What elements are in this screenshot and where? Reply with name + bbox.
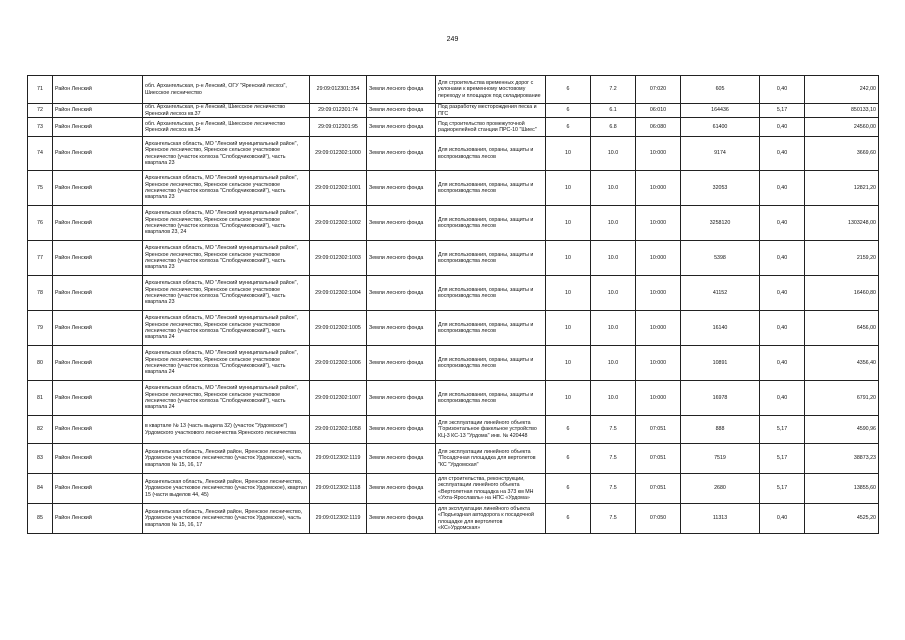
cadastral-number-cell: 29:09:012302:1001 bbox=[310, 171, 367, 206]
value-cell: 2159,20 bbox=[805, 241, 879, 276]
permitted-use-cell: Для использования, охраны, защиты и воспроизводства лесов bbox=[436, 346, 546, 381]
address-cell: Архангельская область, МО "Ленский муниципальный район", Яренское лесничество, Яренское сельское участковое лесничество (участок колхоза "Слободчиковский"), часть квартала 23 bbox=[143, 241, 310, 276]
subgroup-code-cell: 6.1 bbox=[591, 104, 636, 118]
rate-cell: 5,17 bbox=[760, 474, 805, 504]
type-code-cell: 07:050 bbox=[636, 504, 681, 534]
cadastral-number-cell: 29:09:012302:1002 bbox=[310, 206, 367, 241]
value-cell: 13855,60 bbox=[805, 474, 879, 504]
permitted-use-cell: для эксплуатации линейного объекта «Подъездная автодорога к посадочной площадке для вертолетов «КС»Урдомская» bbox=[436, 504, 546, 534]
land-plots-table bbox=[27, 75, 879, 534]
district-cell: Район Ленский bbox=[53, 206, 143, 241]
permitted-use-cell: Для использования, охраны, защиты и воспроизводства лесов bbox=[436, 171, 546, 206]
group-code-cell: 10 bbox=[546, 206, 591, 241]
row-number: 79 bbox=[28, 311, 53, 346]
table-row bbox=[28, 416, 879, 444]
address-cell: Архангельская область, МО "Ленский муниципальный район", Яренское лесничество, Яренское сельское участковое лесничество (участок колхоза "Слободчиковский"), часть квартала 23 bbox=[143, 276, 310, 311]
area-cell: 2680 bbox=[681, 474, 760, 504]
land-category-cell: Земли лесного фонда bbox=[367, 444, 436, 474]
address-cell: обл. Архангельская, р-н Ленский, Шиесское лесничество Яренский лесхоз кв.34 bbox=[143, 118, 310, 137]
row-number: 80 bbox=[28, 346, 53, 381]
land-category-cell: Земли лесного фонда bbox=[367, 311, 436, 346]
permitted-use-cell: Для использования, охраны, защиты и воспроизводства лесов bbox=[436, 276, 546, 311]
area-cell: 5398 bbox=[681, 241, 760, 276]
page-number: 249 bbox=[446, 36, 459, 43]
land-category-cell: Земли лесного фонда bbox=[367, 504, 436, 534]
area-cell: 164436 bbox=[681, 104, 760, 118]
table-row bbox=[28, 444, 879, 474]
cadastral-number-cell: 29:09:012302:1119 bbox=[310, 444, 367, 474]
land-category-cell: Земли лесного фонда bbox=[367, 171, 436, 206]
value-cell: 4525,20 bbox=[805, 504, 879, 534]
table-row bbox=[28, 104, 879, 118]
land-category-cell: Земли лесного фонда bbox=[367, 276, 436, 311]
cadastral-number-cell: 29:09:012302:1058 bbox=[310, 416, 367, 444]
land-category-cell: Земли лесного фонда bbox=[367, 346, 436, 381]
subgroup-code-cell: 10.0 bbox=[591, 276, 636, 311]
area-cell: 16978 bbox=[681, 381, 760, 416]
rate-cell: 5,17 bbox=[760, 444, 805, 474]
cadastral-number-cell: 29:09:012302:1005 bbox=[310, 311, 367, 346]
address-cell: Архангельская область, Ленский район, Яренское лесничество, Урдомское участковое лесничество (участок Урдомское), квартал 15 (части выделов 44, 45) bbox=[143, 474, 310, 504]
address-cell: Архангельская область, МО "Ленский муниципальный район", Яренское лесничество, Яренское сельское участковое лесничество (участок колхоза "Слободчиковский"), часть квартала 23 bbox=[143, 137, 310, 171]
row-number: 85 bbox=[28, 504, 53, 534]
rate-cell: 0,40 bbox=[760, 241, 805, 276]
address-cell: обл. Архангельская, р-н Ленский, Шиесское лесничество Яренский лесхоз кв.37 bbox=[143, 104, 310, 118]
row-number: 76 bbox=[28, 206, 53, 241]
type-code-cell: 10:000 bbox=[636, 206, 681, 241]
row-number: 71 bbox=[28, 76, 53, 104]
table-body bbox=[28, 76, 879, 534]
permitted-use-cell: Под разработку месторождения песка и ПГС bbox=[436, 104, 546, 118]
row-number: 83 bbox=[28, 444, 53, 474]
group-code-cell: 10 bbox=[546, 381, 591, 416]
value-cell: 1303248,00 bbox=[805, 206, 879, 241]
area-cell: 605 bbox=[681, 76, 760, 104]
group-code-cell: 10 bbox=[546, 137, 591, 171]
row-number: 73 bbox=[28, 118, 53, 137]
area-cell: 32053 bbox=[681, 171, 760, 206]
area-cell: 11313 bbox=[681, 504, 760, 534]
value-cell: 38873,23 bbox=[805, 444, 879, 474]
subgroup-code-cell: 10.0 bbox=[591, 137, 636, 171]
permitted-use-cell: Под строительство промежуточной радиорелейной станции ПРС-10 "Шиес" bbox=[436, 118, 546, 137]
district-cell: Район Ленский bbox=[53, 346, 143, 381]
rate-cell: 0,40 bbox=[760, 381, 805, 416]
permitted-use-cell: Для эксплуатации линейного объекта "Посадочная площадка для вертолетов "КС "Урдомская" bbox=[436, 444, 546, 474]
area-cell: 3258120 bbox=[681, 206, 760, 241]
permitted-use-cell: Для использования, охраны, защиты и воспроизводства лесов bbox=[436, 137, 546, 171]
value-cell: 242,00 bbox=[805, 76, 879, 104]
table-row bbox=[28, 241, 879, 276]
type-code-cell: 06:080 bbox=[636, 118, 681, 137]
subgroup-code-cell: 10.0 bbox=[591, 346, 636, 381]
subgroup-code-cell: 7.5 bbox=[591, 474, 636, 504]
rate-cell: 5,17 bbox=[760, 104, 805, 118]
type-code-cell: 07:020 bbox=[636, 76, 681, 104]
table-row bbox=[28, 276, 879, 311]
address-cell: Архангельская область, МО "Ленский муниципальный район", Яренское лесничество, Яренское сельское участковое лесничество (участок колхоза "Слободчиковский"), часть квартала 24 bbox=[143, 311, 310, 346]
group-code-cell: 6 bbox=[546, 104, 591, 118]
rate-cell: 0,40 bbox=[760, 118, 805, 137]
table-row bbox=[28, 76, 879, 104]
value-cell: 16460,80 bbox=[805, 276, 879, 311]
table-row bbox=[28, 137, 879, 171]
district-cell: Район Ленский bbox=[53, 276, 143, 311]
subgroup-code-cell: 7.5 bbox=[591, 416, 636, 444]
land-category-cell: Земли лесного фонда bbox=[367, 206, 436, 241]
rate-cell: 0,40 bbox=[760, 137, 805, 171]
table-row bbox=[28, 311, 879, 346]
subgroup-code-cell: 7.5 bbox=[591, 504, 636, 534]
area-cell: 16140 bbox=[681, 311, 760, 346]
table-row bbox=[28, 504, 879, 534]
land-category-cell: Земли лесного фонда bbox=[367, 241, 436, 276]
cadastral-number-cell: 29:09:012302:1000 bbox=[310, 137, 367, 171]
area-cell: 10891 bbox=[681, 346, 760, 381]
table-row bbox=[28, 206, 879, 241]
group-code-cell: 10 bbox=[546, 346, 591, 381]
type-code-cell: 10:000 bbox=[636, 311, 681, 346]
cadastral-number-cell: 29:09:012301:74 bbox=[310, 104, 367, 118]
type-code-cell: 10:000 bbox=[636, 276, 681, 311]
group-code-cell: 10 bbox=[546, 241, 591, 276]
type-code-cell: 10:000 bbox=[636, 137, 681, 171]
area-cell: 888 bbox=[681, 416, 760, 444]
permitted-use-cell: Для использования, охраны, защиты и воспроизводства лесов bbox=[436, 206, 546, 241]
type-code-cell: 10:000 bbox=[636, 346, 681, 381]
rate-cell: 0,40 bbox=[760, 76, 805, 104]
value-cell: 24560,00 bbox=[805, 118, 879, 137]
row-number: 84 bbox=[28, 474, 53, 504]
land-category-cell: Земли лесного фонда bbox=[367, 137, 436, 171]
type-code-cell: 06:010 bbox=[636, 104, 681, 118]
address-cell: Архангельская область, МО "Ленский муниципальный район", Яренское лесничество, Яренское сельское участковое лесничество (участок колхоза "Слободчиковский"), часть кварталов 23, 24 bbox=[143, 206, 310, 241]
district-cell: Район Ленский bbox=[53, 381, 143, 416]
district-cell: Район Ленский bbox=[53, 171, 143, 206]
row-number: 72 bbox=[28, 104, 53, 118]
type-code-cell: 10:000 bbox=[636, 171, 681, 206]
land-category-cell: Земли лесного фонда bbox=[367, 76, 436, 104]
type-code-cell: 07:051 bbox=[636, 416, 681, 444]
value-cell: 6791,20 bbox=[805, 381, 879, 416]
area-cell: 41152 bbox=[681, 276, 760, 311]
table-row bbox=[28, 346, 879, 381]
group-code-cell: 6 bbox=[546, 76, 591, 104]
group-code-cell: 6 bbox=[546, 504, 591, 534]
district-cell: Район Ленский bbox=[53, 137, 143, 171]
cadastral-number-cell: 29:09:012302:1003 bbox=[310, 241, 367, 276]
land-category-cell: Земли лесного фонда bbox=[367, 118, 436, 137]
table-row bbox=[28, 118, 879, 137]
row-number: 77 bbox=[28, 241, 53, 276]
value-cell: 850133,10 bbox=[805, 104, 879, 118]
land-category-cell: Земли лесного фонда bbox=[367, 416, 436, 444]
cadastral-number-cell: 29:09:012301:354 bbox=[310, 76, 367, 104]
district-cell: Район Ленский bbox=[53, 416, 143, 444]
table-row bbox=[28, 381, 879, 416]
rate-cell: 0,40 bbox=[760, 346, 805, 381]
subgroup-code-cell: 10.0 bbox=[591, 241, 636, 276]
land-category-cell: Земли лесного фонда bbox=[367, 381, 436, 416]
group-code-cell: 6 bbox=[546, 444, 591, 474]
land-category-cell: Земли лесного фонда bbox=[367, 104, 436, 118]
permitted-use-cell: для строительства, реконструкции, эксплуатации линейного объекта «Вертолетная площадка на 373 км МН «Ухта-Ярославль» на НПС «Урдома» bbox=[436, 474, 546, 504]
rate-cell: 0,40 bbox=[760, 504, 805, 534]
cadastral-number-cell: 29:09:012302:1006 bbox=[310, 346, 367, 381]
address-cell: Архангельская область, МО "Ленский муниципальный район", Яренское лесничество, Яренское сельское участковое лесничество (участок колхоза "Слободчиковский"), часть квартала 23 bbox=[143, 171, 310, 206]
table-row bbox=[28, 171, 879, 206]
subgroup-code-cell: 10.0 bbox=[591, 311, 636, 346]
district-cell: Район Ленский bbox=[53, 76, 143, 104]
address-cell: Архангельская область, МО "Ленский муниципальный район", Яренское лесничество, Яренское сельское участковое лесничество (участок колхоза "Слободчиковский"), часть квартала 24 bbox=[143, 346, 310, 381]
type-code-cell: 07:051 bbox=[636, 474, 681, 504]
value-cell: 12821,20 bbox=[805, 171, 879, 206]
district-cell: Район Ленский bbox=[53, 311, 143, 346]
subgroup-code-cell: 10.0 bbox=[591, 206, 636, 241]
address-cell: Архангельская область, МО "Ленский муниципальный район", Яренское лесничество, Яренское сельское участковое лесничество (участок колхоза "Слободчиковский"), часть квартала 24 bbox=[143, 381, 310, 416]
permitted-use-cell: Для использования, охраны, защиты и воспроизводства лесов bbox=[436, 241, 546, 276]
rate-cell: 0,40 bbox=[760, 276, 805, 311]
permitted-use-cell: Для строительства временных дорог с уклонами к временному мостовому переходу и площадок под складирование bbox=[436, 76, 546, 104]
address-cell: Архангельская область, Ленский район, Яренское лесничество, Урдомское участковое лесничество (участок Урдомское), часть кварталов № 15, 16, 17 bbox=[143, 444, 310, 474]
type-code-cell: 07:051 bbox=[636, 444, 681, 474]
address-cell: обл. Архангельская, р-н Ленский, ОГУ "Яренский лесхоз", Шиесское лесничество bbox=[143, 76, 310, 104]
value-cell: 3669,60 bbox=[805, 137, 879, 171]
district-cell: Район Ленский bbox=[53, 444, 143, 474]
subgroup-code-cell: 10.0 bbox=[591, 171, 636, 206]
rate-cell: 5,17 bbox=[760, 416, 805, 444]
subgroup-code-cell: 7.5 bbox=[591, 444, 636, 474]
subgroup-code-cell: 7.2 bbox=[591, 76, 636, 104]
value-cell: 6456,00 bbox=[805, 311, 879, 346]
group-code-cell: 10 bbox=[546, 276, 591, 311]
subgroup-code-cell: 10.0 bbox=[591, 381, 636, 416]
row-number: 74 bbox=[28, 137, 53, 171]
rate-cell: 0,40 bbox=[760, 311, 805, 346]
permitted-use-cell: Для использования, охраны, защиты и воспроизводства лесов bbox=[436, 311, 546, 346]
type-code-cell: 10:000 bbox=[636, 241, 681, 276]
district-cell: Район Ленский bbox=[53, 104, 143, 118]
row-number: 78 bbox=[28, 276, 53, 311]
district-cell: Район Ленский bbox=[53, 504, 143, 534]
area-cell: 9174 bbox=[681, 137, 760, 171]
land-category-cell: Земли лесного фонда bbox=[367, 474, 436, 504]
permitted-use-cell: Для эксплуатации линейного объекта "Горизонтальное факельное устройство КЦ-3 КС-13 "Урдома" инв. № 420448 bbox=[436, 416, 546, 444]
cadastral-number-cell: 29:09:012301:95 bbox=[310, 118, 367, 137]
district-cell: Район Ленский bbox=[53, 474, 143, 504]
cadastral-number-cell: 29:09:012302:1118 bbox=[310, 474, 367, 504]
table-row bbox=[28, 474, 879, 504]
value-cell: 4356,40 bbox=[805, 346, 879, 381]
district-cell: Район Ленский bbox=[53, 241, 143, 276]
value-cell: 4590,96 bbox=[805, 416, 879, 444]
row-number: 82 bbox=[28, 416, 53, 444]
address-cell: Архангельская область, Ленский район, Яренское лесничество, Урдомское участковое лесничество (участок Урдомское), часть кварталов № 15, 16, 17 bbox=[143, 504, 310, 534]
row-number: 75 bbox=[28, 171, 53, 206]
row-number: 81 bbox=[28, 381, 53, 416]
cadastral-number-cell: 29:09:012302:1007 bbox=[310, 381, 367, 416]
rate-cell: 0,40 bbox=[760, 206, 805, 241]
group-code-cell: 10 bbox=[546, 311, 591, 346]
group-code-cell: 10 bbox=[546, 171, 591, 206]
cadastral-number-cell: 29:09:012302:1004 bbox=[310, 276, 367, 311]
group-code-cell: 6 bbox=[546, 474, 591, 504]
type-code-cell: 10:000 bbox=[636, 381, 681, 416]
permitted-use-cell: Для использования, охраны, защиты и воспроизводства лесов bbox=[436, 381, 546, 416]
group-code-cell: 6 bbox=[546, 118, 591, 137]
cadastral-number-cell: 29:09:012302:1119 bbox=[310, 504, 367, 534]
group-code-cell: 6 bbox=[546, 416, 591, 444]
address-cell: в квартале № 13 (часть выдела 32) (участок "Урдомское") Урдомского участкового лесничества Яренского лесничества bbox=[143, 416, 310, 444]
district-cell: Район Ленский bbox=[53, 118, 143, 137]
rate-cell: 0,40 bbox=[760, 171, 805, 206]
subgroup-code-cell: 6.8 bbox=[591, 118, 636, 137]
area-cell: 61400 bbox=[681, 118, 760, 137]
area-cell: 7519 bbox=[681, 444, 760, 474]
